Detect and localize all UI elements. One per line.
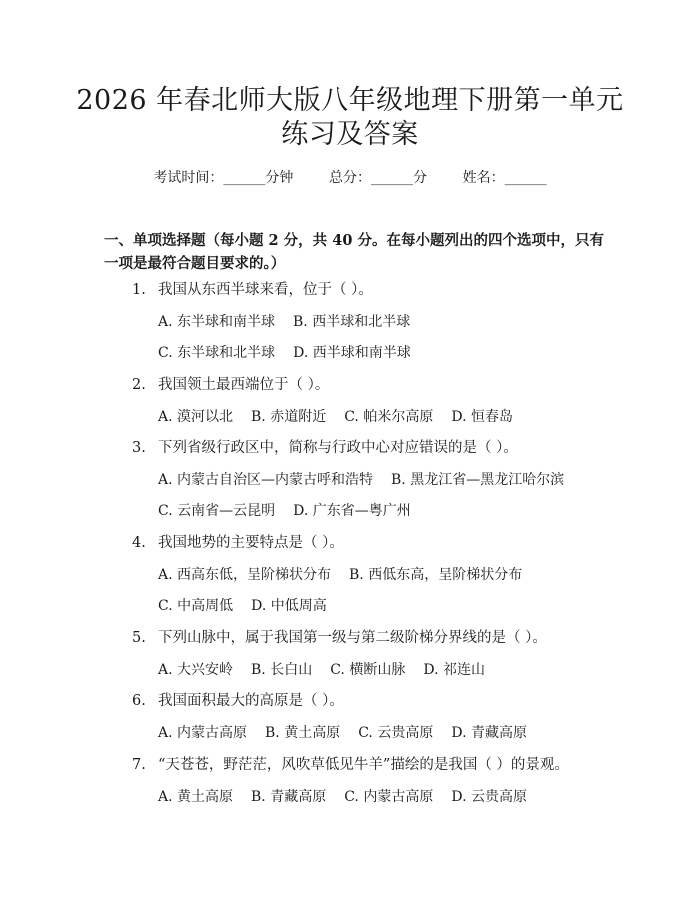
option-row: [158, 565, 540, 585]
option-row: [158, 660, 503, 680]
question-4: [132, 533, 344, 553]
answer-option: C. 东半球和北半球: [158, 345, 276, 361]
answer-option: B. 青藏高原: [251, 789, 327, 805]
question-text: 我国面积最大的高原是（ ）。: [158, 693, 344, 709]
question-text: 我国从东西半球来看，位于（ ）。: [158, 282, 373, 298]
option-row: [158, 312, 428, 332]
answer-option: B. 西低东高，呈阶梯状分布: [349, 567, 523, 583]
section-heading: 一、单项选择题（每小题 2 分，共 40 分。在每小题列出的四个选项中，只有一项是最符合题目要求的。）: [104, 232, 604, 272]
question-6: [132, 691, 344, 711]
answer-option: B. 黑龙江省—黑龙江哈尔滨: [391, 472, 565, 488]
exam-meta: [0, 168, 700, 188]
answer-option: D. 中低周高: [251, 598, 327, 614]
answer-option: A. 黄土高原: [158, 789, 234, 805]
answer-option: B. 黄土高原: [265, 725, 341, 741]
answer-option: D. 广东省—粤广州: [293, 503, 411, 519]
answer-option: C. 云贵高原: [358, 725, 434, 741]
question-text: 我国领土最西端位于（ ）。: [158, 377, 330, 393]
answer-option: C. 内蒙古高原: [344, 789, 434, 805]
option-row: [158, 343, 429, 363]
answer-option: A. 内蒙古自治区—内蒙古呼和浩特: [158, 472, 374, 488]
answer-option: C. 云南省—云昆明: [158, 503, 276, 519]
question-2: [132, 375, 329, 395]
question-5: [132, 628, 547, 648]
answer-option: D. 恒春岛: [451, 409, 513, 425]
answer-option: B. 西半球和北半球: [293, 314, 411, 330]
answer-option: A. 漠河以北: [158, 409, 234, 425]
answer-option: A. 内蒙古高原: [158, 725, 248, 741]
option-row: [158, 407, 531, 427]
question-text: 我国地势的主要特点是（ ）。: [158, 535, 344, 551]
answer-option: B. 赤道附近: [251, 409, 327, 425]
question-number: 3.: [132, 440, 146, 456]
option-row: [158, 596, 345, 616]
answer-option: A. 西高东低，呈阶梯状分布: [158, 567, 332, 583]
total-score-field: 总分：______分: [329, 170, 427, 186]
question-1: [132, 280, 373, 300]
question-number: 2.: [132, 377, 146, 393]
option-row: [158, 723, 545, 743]
question-text: 下列山脉中，属于我国第一级与第二级阶梯分界线的是（ ）。: [158, 630, 547, 646]
answer-option: D. 青藏高原: [451, 725, 527, 741]
answer-option: A. 大兴安岭: [158, 662, 234, 678]
question-text: 下列省级行政区中，简称与行政中心对应错误的是（ ）。: [158, 440, 518, 456]
answer-option: C. 中高周低: [158, 598, 234, 614]
question-7: [132, 755, 569, 775]
question-number: 7.: [132, 757, 146, 773]
question-text: “天苍苍，野茫茫，风吹草低见牛羊”描绘的是我国（ ）的景观。: [158, 757, 569, 773]
exam-time-field: 考试时间：______分钟: [153, 170, 294, 186]
document-title-line2: 练习及答案: [281, 119, 419, 150]
option-row: [158, 787, 545, 807]
question-3: [132, 438, 518, 458]
answer-option: C. 帕米尔高原: [344, 409, 434, 425]
option-row: [158, 501, 429, 521]
document-title-line1: 2026 年春北师大版八年级地理下册第一单元: [76, 85, 624, 116]
answer-option: A. 东半球和南半球: [158, 314, 276, 330]
option-row: [158, 470, 582, 490]
answer-option: D. 祁连山: [423, 662, 485, 678]
student-name-field: 姓名：______: [462, 170, 547, 186]
question-number: 6.: [132, 693, 146, 709]
answer-option: D. 云贵高原: [451, 789, 527, 805]
question-number: 1.: [132, 282, 146, 298]
answer-option: C. 横断山脉: [330, 662, 406, 678]
question-number: 5.: [132, 630, 146, 646]
answer-option: D. 西半球和南半球: [293, 345, 411, 361]
question-number: 4.: [132, 535, 146, 551]
answer-option: B. 长白山: [251, 662, 313, 678]
